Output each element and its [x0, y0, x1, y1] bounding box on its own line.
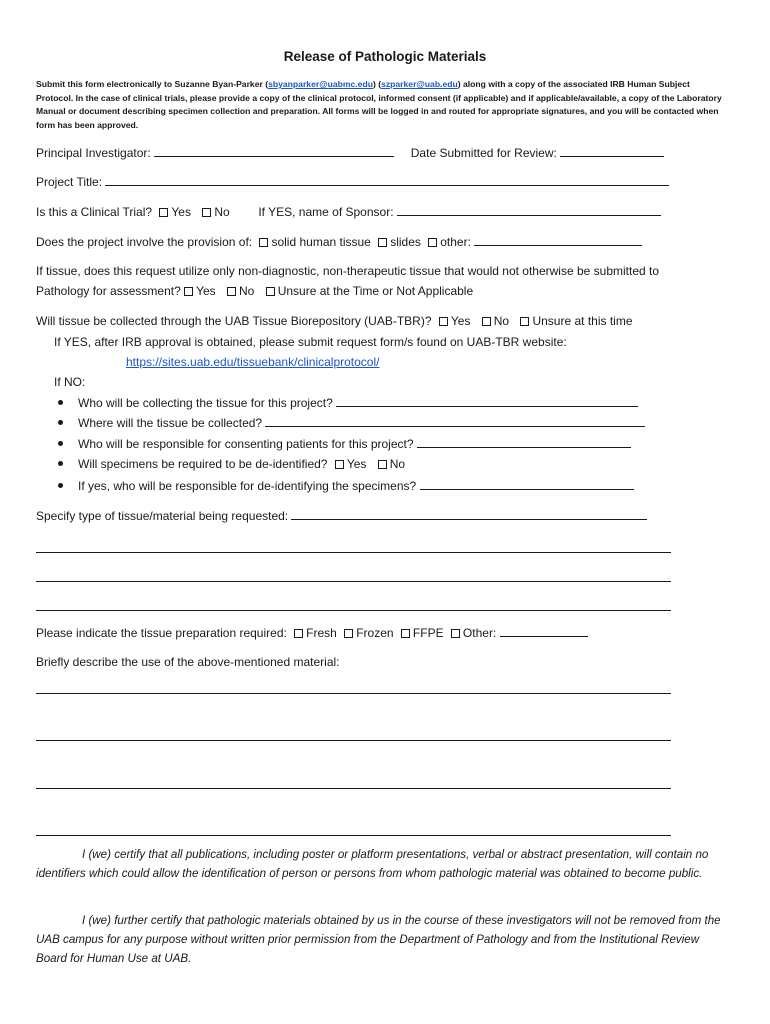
- certification-2: [36, 911, 726, 968]
- describe-line-3[interactable]: [36, 788, 671, 789]
- date-field[interactable]: [560, 145, 664, 157]
- clinical-trial-no-checkbox[interactable]: [202, 208, 211, 217]
- consent-field[interactable]: [417, 436, 631, 448]
- tbr-no-label: No: [493, 314, 510, 328]
- certification-1: [36, 845, 726, 883]
- other-checkbox[interactable]: [428, 238, 437, 247]
- provision-row: [36, 234, 642, 250]
- date-label: Date Submitted for Review:: [410, 146, 557, 160]
- project-title-row: [36, 174, 669, 190]
- instructions: [36, 78, 726, 132]
- clinical-trial-yes-label: Yes: [171, 205, 191, 219]
- email-link-1[interactable]: sbyanparker@uabmc.edu: [268, 79, 373, 89]
- ffpe-label: FFPE: [412, 626, 444, 640]
- email-link-2[interactable]: szparker@uab.edu: [381, 79, 458, 89]
- certification-2-text: I (we) further certify that pathologic materials obtained by us in the course of these investigators will not be removed from the UAB campus for any purpose without written prior permission from the Department of Pathology and from the Institutional Review Board for Human Use at UAB.: [36, 914, 721, 965]
- sponsor-label: If YES, name of Sponsor:: [258, 205, 394, 219]
- if-no-label: If NO:: [54, 375, 86, 389]
- prep-label: Please indicate the tissue preparation required:: [36, 626, 287, 640]
- other-label: other:: [440, 235, 471, 249]
- bullet-dot: [58, 400, 63, 405]
- solid-tissue-checkbox[interactable]: [259, 238, 268, 247]
- pi-row: [36, 145, 664, 161]
- project-title-label: Project Title:: [36, 175, 103, 189]
- specify-field[interactable]: [291, 508, 647, 520]
- clinical-trial-row: [36, 204, 661, 220]
- tbr-website-link[interactable]: https://sites.uab.edu/tissuebank/clinicalprotocol/: [126, 355, 380, 369]
- pi-label: Principal Investigator:: [36, 146, 151, 160]
- bullet-dot: [58, 420, 63, 425]
- deidentified-no-checkbox[interactable]: [378, 460, 387, 469]
- clinical-trial-no-label: No: [214, 205, 230, 219]
- specify-row: [36, 508, 647, 524]
- instructions-part2: ) (: [372, 79, 382, 89]
- ffpe-checkbox[interactable]: [401, 629, 410, 638]
- fresh-checkbox[interactable]: [294, 629, 303, 638]
- tbr-unsure-checkbox[interactable]: [520, 317, 529, 326]
- specify-line-2[interactable]: [36, 581, 671, 582]
- bullet-where: [58, 415, 645, 431]
- clinical-trial-yes-checkbox[interactable]: [159, 208, 168, 217]
- q-who-collect: Who will be collecting the tissue for this project?: [78, 396, 333, 410]
- provision-label: Does the project involve the provision of:: [36, 235, 253, 249]
- other-field[interactable]: [474, 234, 642, 246]
- nondiag-unsure-checkbox[interactable]: [266, 287, 275, 296]
- frozen-label: Frozen: [356, 626, 394, 640]
- nondiag-no-label: No: [239, 284, 255, 298]
- describe-line-4[interactable]: [36, 835, 671, 836]
- prep-other-checkbox[interactable]: [451, 629, 460, 638]
- instructions-part3: ) along with a copy of the associated IRB Human Subject Protocol. In the case of clinical trials, please provide a copy of the clinical protocol, informed consent (if applicable) and if applicable/available, a copy of the Laboratory Manual or document describing specimen collection and preparation. All forms will be logged in and routed for appropriate signatures, and you will be contacted when form has been approved.: [36, 79, 722, 130]
- nondiag-no-checkbox[interactable]: [227, 287, 236, 296]
- specify-line-3[interactable]: [36, 610, 671, 611]
- q-who-deidentify: If yes, who will be responsible for de-identifying the specimens?: [78, 479, 417, 493]
- tbr-no-checkbox[interactable]: [482, 317, 491, 326]
- irb-yes-text: If YES, after IRB approval is obtained, please submit request form/s found on UAB-TBR website:: [54, 335, 567, 349]
- project-title-field[interactable]: [105, 174, 669, 186]
- bullet-dot: [58, 461, 63, 466]
- prep-other-field[interactable]: [500, 625, 588, 637]
- instructions-part1: Submit this form electronically to Suzanne Byan-Parker (: [36, 79, 269, 89]
- bullet-consent: [58, 436, 631, 452]
- bullet-dot: [58, 483, 63, 488]
- tbr-yes-label: Yes: [450, 314, 471, 328]
- describe-line-2[interactable]: [36, 740, 671, 741]
- certification-1-text: I (we) certify that all publications, including poster or platform presentations, verbal or abstract presentation, will contain no identifiers which could allow the identification of person or persons from whom pathologic material was obtained to become public.: [36, 848, 709, 880]
- who-deidentify-field[interactable]: [420, 478, 634, 490]
- frozen-checkbox[interactable]: [344, 629, 353, 638]
- slides-label: slides: [390, 235, 421, 249]
- nondiag-yes-checkbox[interactable]: [184, 287, 193, 296]
- q-consent: Who will be responsible for consenting patients for this project?: [78, 437, 414, 451]
- bullet-deidentified: [58, 456, 405, 472]
- bullet-who-collect: [58, 395, 638, 411]
- solid-tissue-label: solid human tissue: [271, 235, 371, 249]
- q-where: Where will the tissue be collected?: [78, 416, 263, 430]
- prep-other-label: Other:: [462, 626, 497, 640]
- deidentified-yes-label: Yes: [346, 457, 367, 471]
- slides-checkbox[interactable]: [378, 238, 387, 247]
- pi-field[interactable]: [154, 145, 394, 157]
- deidentified-no-label: No: [389, 457, 406, 471]
- q-deidentified: Will specimens be required to be de-identified?: [78, 457, 328, 471]
- tbr-yes-checkbox[interactable]: [439, 317, 448, 326]
- nondiag-row: [36, 283, 473, 299]
- fresh-label: Fresh: [306, 626, 337, 640]
- tbr-unsure-label: Unsure at this time: [532, 314, 633, 328]
- tbr-label: Will tissue be collected through the UAB Tissue Biorepository (UAB-TBR)?: [36, 314, 432, 328]
- prep-row: [36, 625, 588, 641]
- specify-label: Specify type of tissue/material being requested:: [36, 509, 289, 523]
- tbr-row: [36, 313, 633, 329]
- page-title: Release of Pathologic Materials: [283, 49, 487, 64]
- nondiag-unsure-label: Unsure at the Time or Not Applicable: [277, 284, 474, 298]
- describe-label: Briefly describe the use of the above-mentioned material:: [36, 655, 340, 669]
- bullet-dot: [58, 441, 63, 446]
- clinical-trial-label: Is this a Clinical Trial?: [36, 205, 153, 219]
- who-collect-field[interactable]: [336, 395, 638, 407]
- deidentified-yes-checkbox[interactable]: [335, 460, 344, 469]
- nondiag-line-1: If tissue, does this request utilize only non-diagnostic, non-therapeutic tissue that would not otherwise be submitted to: [36, 264, 660, 278]
- where-field[interactable]: [265, 415, 645, 427]
- nondiag-yes-label: Yes: [196, 284, 216, 298]
- specify-line-1[interactable]: [36, 552, 671, 553]
- nondiag-label: Pathology for assessment?: [36, 284, 181, 298]
- bullet-who-deidentify: [58, 478, 634, 494]
- describe-line-1[interactable]: [36, 693, 671, 694]
- sponsor-field[interactable]: [397, 204, 661, 216]
